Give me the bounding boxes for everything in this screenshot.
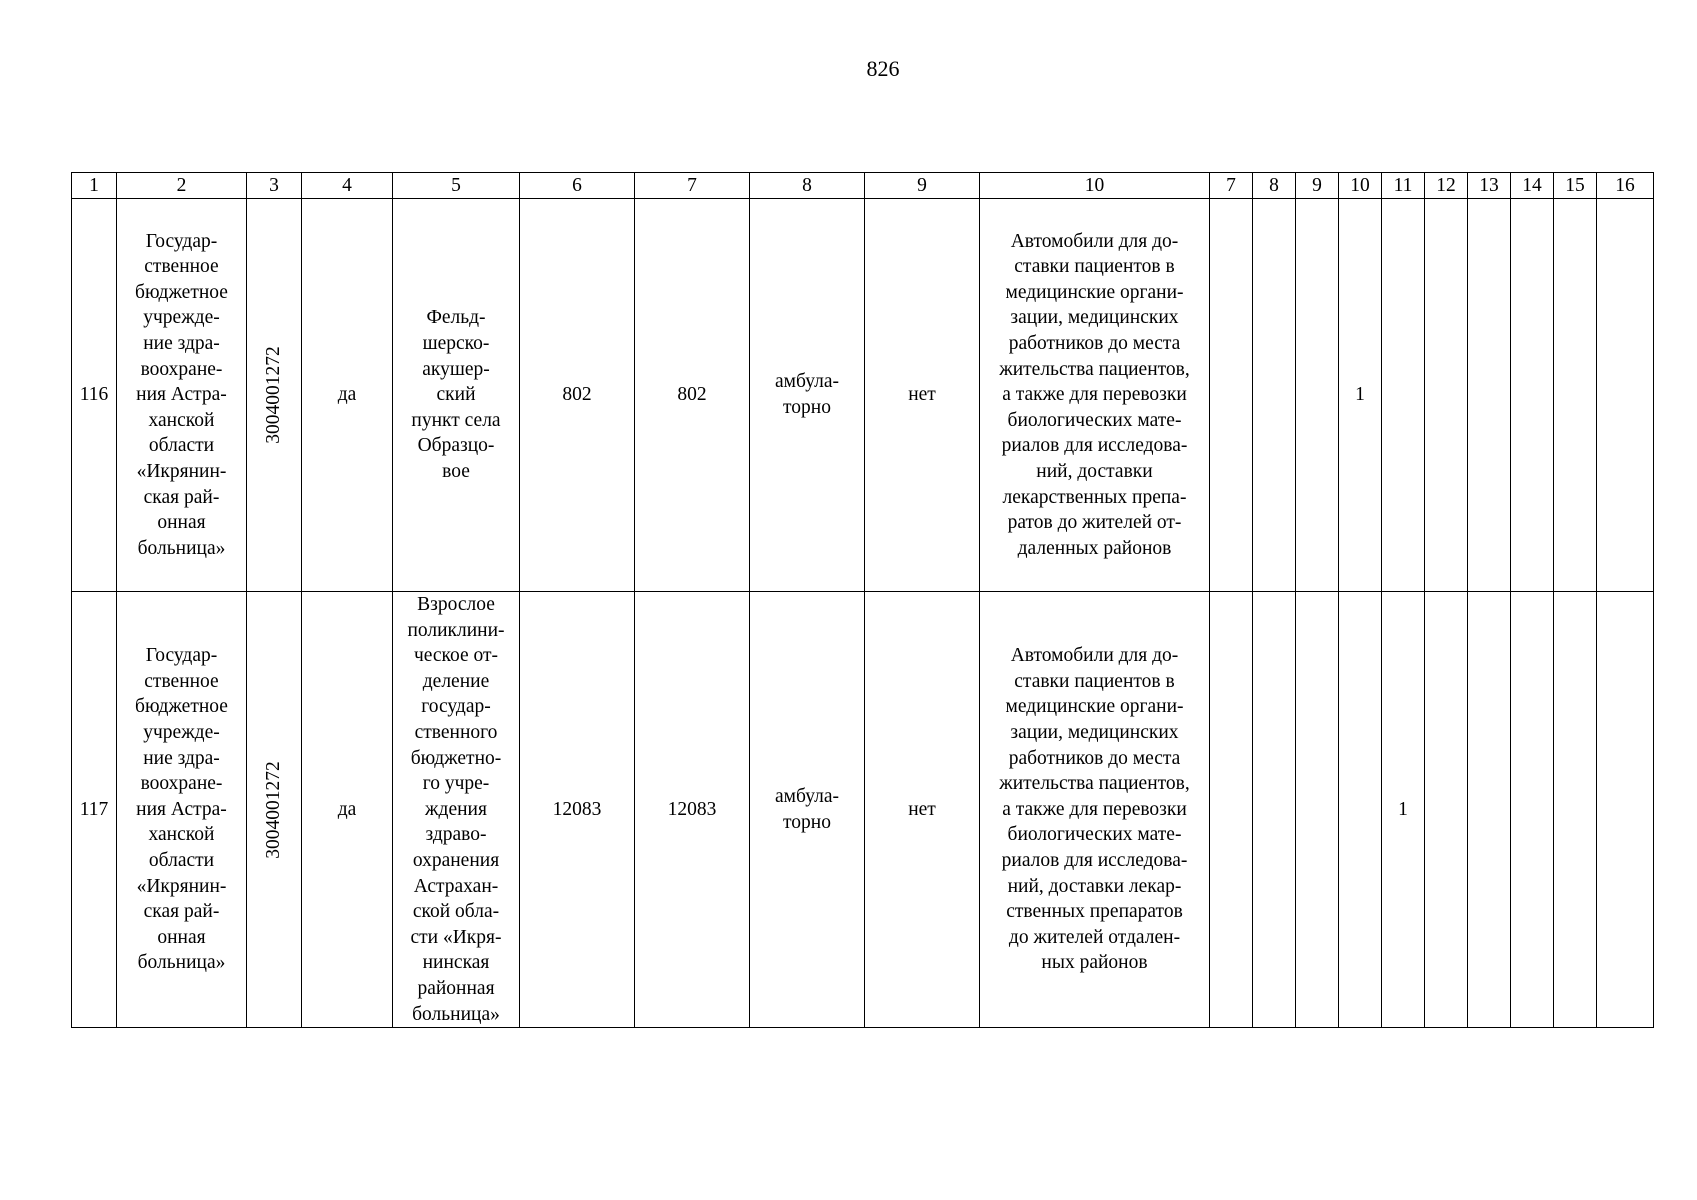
flag-cell: да	[302, 592, 393, 1028]
text-line: вое	[442, 460, 470, 482]
inn-cell	[247, 592, 302, 1028]
count-cell: 1	[1339, 199, 1382, 592]
count-cell	[1296, 592, 1339, 1028]
mode-cell	[750, 199, 865, 592]
count-cell	[1468, 199, 1511, 592]
header-cell: 16	[1597, 173, 1654, 199]
unit-cell	[393, 592, 520, 1028]
text-line: амбула-	[775, 371, 839, 393]
text-line: «Икрянин-	[136, 875, 227, 897]
count-cell: 1	[1382, 592, 1425, 1028]
text-line: работников до места	[1008, 747, 1181, 769]
text-line: ханской	[148, 824, 215, 846]
header-cell: 2	[117, 173, 247, 199]
text-line: ческое от-	[413, 645, 499, 667]
table-row	[72, 199, 1654, 592]
text-line: лекарственных препа-	[1002, 486, 1187, 508]
multiline-text	[980, 643, 1209, 976]
text-line: ние здра-	[143, 747, 220, 769]
header-cell: 12	[1425, 173, 1468, 199]
text-line: Взрослое	[417, 594, 495, 615]
text-line: ние здра-	[143, 333, 220, 355]
text-line: больница»	[412, 1003, 500, 1025]
count-cell	[1511, 592, 1554, 1028]
count-cell	[1468, 592, 1511, 1028]
count-cell	[1425, 199, 1468, 592]
value-cell-6: 12083	[520, 592, 635, 1028]
mode-cell	[750, 592, 865, 1028]
count-cell	[1382, 199, 1425, 592]
page-number: 826	[866, 56, 900, 81]
text-line: медицинские органи-	[1005, 696, 1184, 718]
header-cell: 10	[1339, 173, 1382, 199]
count-cell	[1511, 199, 1554, 592]
text-line: Фельд-	[426, 307, 486, 329]
multiline-text	[393, 305, 519, 484]
text-line: ния Астра-	[136, 798, 227, 820]
text-line: учрежде-	[143, 721, 220, 743]
multiline-text	[750, 784, 864, 835]
header-cell: 6	[520, 173, 635, 199]
header-cell: 15	[1554, 173, 1597, 199]
text-line: Автомобили для до-	[1010, 645, 1179, 667]
text-line: работников до места	[1008, 333, 1181, 355]
text-line: сти «Икря-	[410, 926, 502, 948]
text-line: ственное	[144, 670, 219, 692]
count-cell	[1554, 592, 1597, 1028]
row-number-cell: 117	[72, 592, 117, 1028]
text-line: воохране-	[140, 358, 223, 380]
text-line: ждения	[425, 798, 487, 820]
count-cell	[1210, 592, 1253, 1028]
count-cell	[1554, 199, 1597, 592]
table-row	[72, 592, 1654, 1028]
text-line: ных районов	[1041, 952, 1148, 974]
text-line: Образцо-	[417, 435, 495, 457]
text-line: ская рай-	[143, 901, 220, 923]
text-line: Государ-	[145, 645, 218, 667]
text-line: больница»	[137, 952, 226, 974]
count-cell	[1253, 199, 1296, 592]
text-line: ний, доставки лекар-	[1007, 875, 1182, 897]
text-line: а также для перевозки	[1002, 798, 1187, 820]
header-cell: 4	[302, 173, 393, 199]
text-line: медицинские органи-	[1005, 281, 1184, 303]
text-line: бюджетное	[135, 281, 228, 303]
text-line: торно	[783, 397, 831, 418]
text-line: онная	[157, 926, 206, 948]
multiline-text	[980, 229, 1209, 562]
header-cell: 13	[1468, 173, 1511, 199]
text-line: риалов для исследова-	[1001, 849, 1188, 871]
multiline-text	[393, 592, 519, 1027]
inn-cell	[247, 199, 302, 592]
count-cell	[1425, 592, 1468, 1028]
header-cell: 9	[865, 173, 980, 199]
count-cell	[1339, 592, 1382, 1028]
text-line: ратов до жителей от-	[1007, 512, 1182, 534]
text-line: поликлини-	[407, 619, 505, 641]
header-row	[72, 173, 1654, 199]
text-line: го учре-	[422, 773, 490, 795]
text-line: ская рай-	[143, 486, 220, 508]
unit-cell	[393, 199, 520, 592]
text-line: пункт села	[411, 409, 501, 431]
header-cell: 8	[750, 173, 865, 199]
text-line: а также для перевозки	[1002, 384, 1187, 406]
header-cell: 5	[393, 173, 520, 199]
header-cell: 11	[1382, 173, 1425, 199]
header-cell: 3	[247, 173, 302, 199]
organization-cell	[117, 199, 247, 592]
count-cell	[1597, 592, 1654, 1028]
text-line: бюджетное	[135, 696, 228, 718]
text-line: ханской	[148, 409, 215, 431]
header-cell: 7	[635, 173, 750, 199]
data-table	[71, 172, 1654, 1028]
value-cell-7: 12083	[635, 592, 750, 1028]
count-cell	[1597, 199, 1654, 592]
text-line: Автомобили для до-	[1010, 230, 1179, 252]
header-cell: 9	[1296, 173, 1339, 199]
col9-cell: нет	[865, 592, 980, 1028]
multiline-text	[750, 369, 864, 420]
text-line: биологических мате-	[1007, 824, 1182, 846]
text-line: биологических мате-	[1007, 409, 1182, 431]
text-line: Государ-	[145, 230, 218, 252]
text-line: ской обла-	[412, 901, 500, 923]
text-line: ставки пациентов в	[1014, 256, 1175, 278]
text-line: больница»	[137, 537, 226, 559]
col9-cell: нет	[865, 199, 980, 592]
text-line: зации, медицинских	[1010, 307, 1179, 329]
text-line: торно	[783, 811, 831, 833]
text-line: онная	[157, 512, 206, 534]
count-cell	[1296, 199, 1339, 592]
multiline-text	[117, 643, 246, 976]
text-line: шерско-	[422, 333, 490, 355]
organization-cell	[117, 592, 247, 1028]
count-cell	[1210, 199, 1253, 592]
text-line: охранения	[412, 849, 500, 871]
text-line: ственных препаратов	[1006, 901, 1183, 923]
text-line: амбула-	[775, 785, 839, 807]
text-line: жительства пациентов,	[999, 358, 1190, 380]
purpose-cell	[980, 199, 1210, 592]
value-cell-7: 802	[635, 199, 750, 592]
text-line: Астрахан-	[413, 875, 499, 897]
text-line: ния Астра-	[136, 384, 227, 406]
text-line: даленных районов	[1017, 537, 1172, 559]
text-line: ственного	[414, 721, 498, 743]
header-cell: 7	[1210, 173, 1253, 199]
text-line: деление	[422, 670, 490, 692]
multiline-text	[117, 229, 246, 562]
text-line: ставки пациентов в	[1014, 670, 1175, 692]
text-line: ственное	[144, 256, 219, 278]
text-line: зации, медицинских	[1010, 721, 1179, 743]
text-line: области	[148, 435, 215, 457]
header-cell: 14	[1511, 173, 1554, 199]
count-cell	[1253, 592, 1296, 1028]
text-line: районная	[417, 977, 495, 999]
value-cell-6: 802	[520, 199, 635, 592]
text-line: государ-	[421, 696, 491, 718]
text-line: области	[148, 849, 215, 871]
text-line: воохране-	[140, 773, 223, 795]
row-number-cell: 116	[72, 199, 117, 592]
flag-cell: да	[302, 199, 393, 592]
text-line: риалов для исследова-	[1001, 435, 1188, 457]
text-line: «Икрянин-	[136, 460, 227, 482]
text-line: жительства пациентов,	[999, 773, 1190, 795]
text-line: ский	[436, 384, 476, 406]
text-line: акушер-	[422, 358, 490, 380]
header-cell: 8	[1253, 173, 1296, 199]
text-line: бюджетно-	[410, 747, 502, 769]
text-line: до жителей отдален-	[1008, 926, 1181, 948]
inn-text: 3004001272	[263, 760, 285, 859]
text-line: нинская	[422, 952, 490, 974]
header-cell: 10	[980, 173, 1210, 199]
inn-text: 3004001272	[263, 346, 285, 444]
purpose-cell	[980, 592, 1210, 1028]
text-line: здраво-	[425, 824, 487, 846]
header-cell: 1	[72, 173, 117, 199]
text-line: учрежде-	[143, 307, 220, 329]
text-line: ний, доставки	[1036, 460, 1153, 482]
